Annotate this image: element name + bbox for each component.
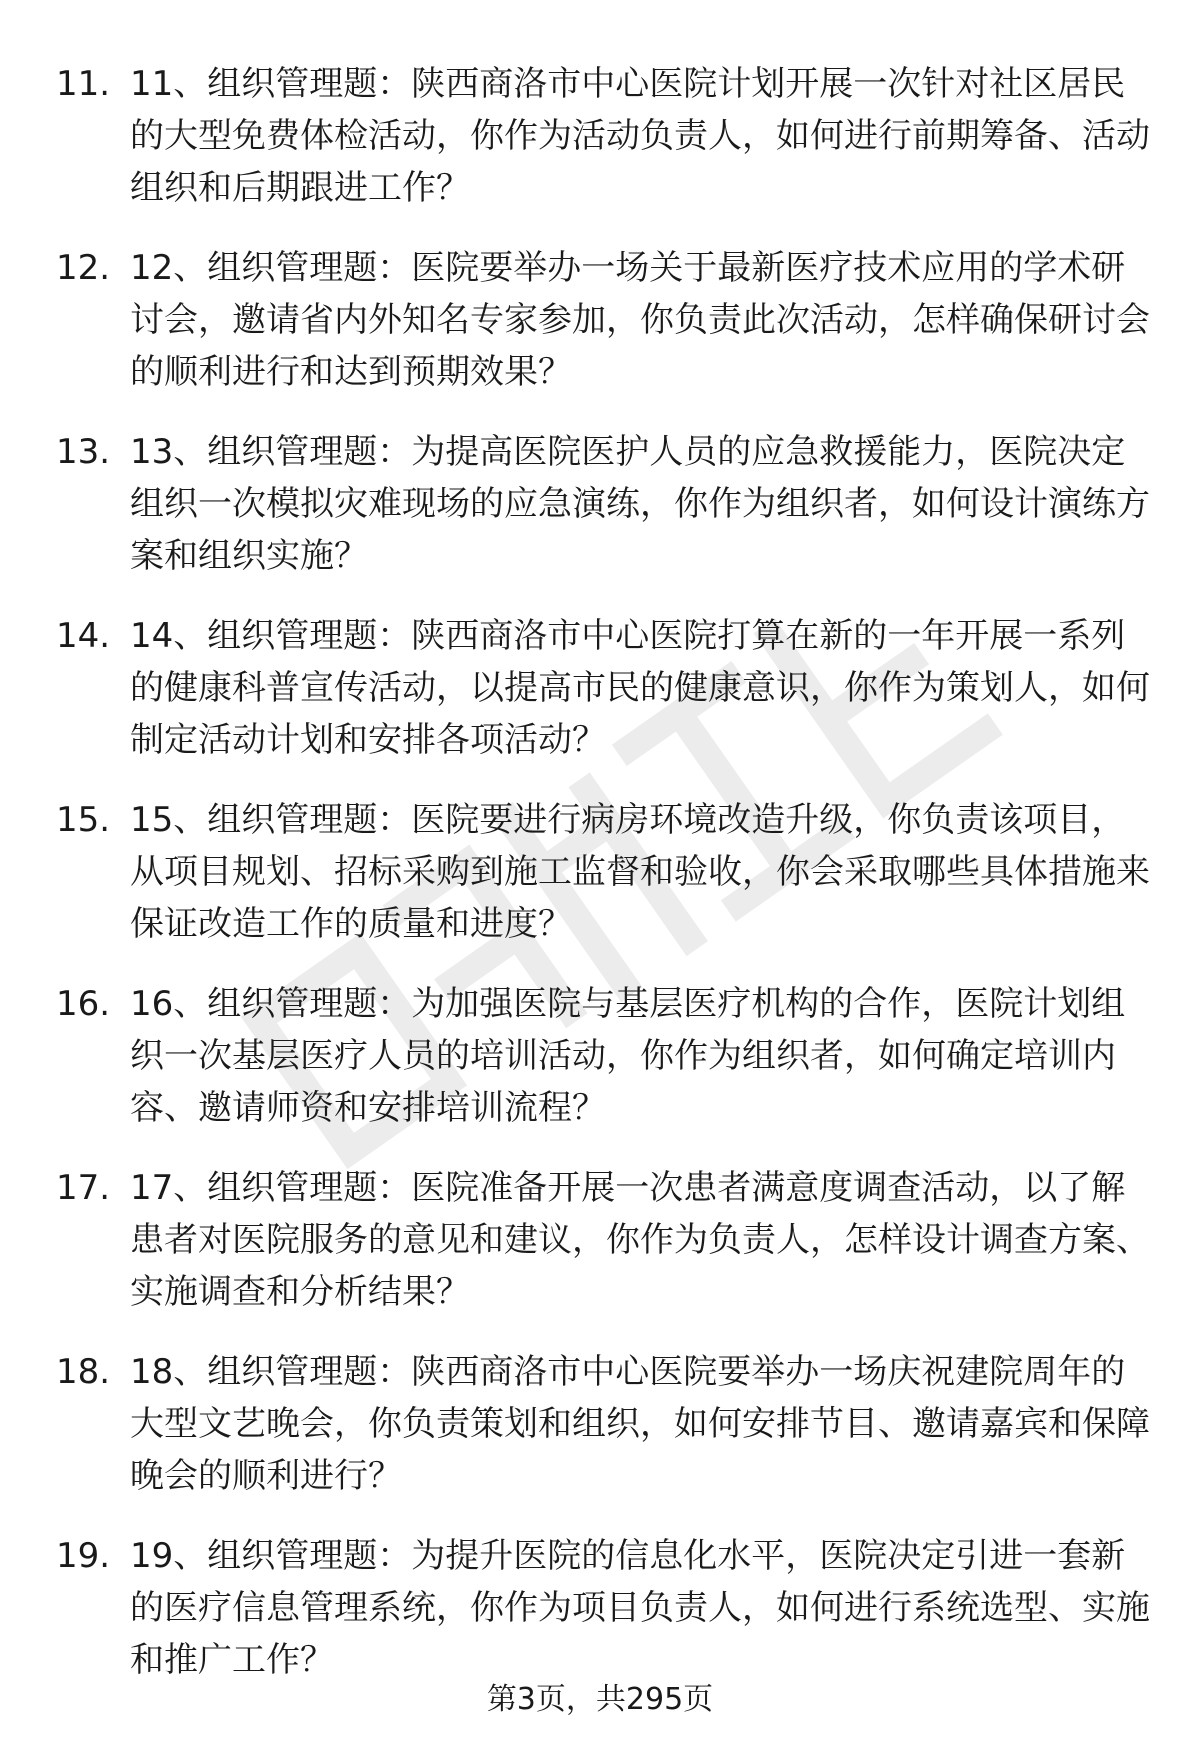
- question-item: [0, 794, 1200, 978]
- question-number: 11.: [56, 64, 111, 104]
- question-text: 19、组织管理题：为提升医院的信息化水平，医院决定引进一套新的医疗信息管理系统，你作为项目负责人，如何进行系统选型、实施和推广工作？: [130, 1536, 1150, 1680]
- question-number: 15.: [56, 800, 111, 840]
- question-number: 19.: [56, 1536, 111, 1576]
- question-item: [0, 58, 1200, 242]
- question-item: [0, 610, 1200, 794]
- question-number: 14.: [56, 616, 111, 656]
- page-footer: 第3页，共295页: [486, 1682, 714, 1717]
- question-number: 13.: [56, 432, 111, 472]
- question-text: 12、组织管理题：医院要举办一场关于最新医疗技术应用的学术研讨会，邀请省内外知名专家参加，你负责此次活动，怎样确保研讨会的顺利进行和达到预期效果？: [130, 248, 1150, 392]
- question-item: [0, 1346, 1200, 1530]
- question-text: 13、组织管理题：为提高医院医护人员的应急救援能力，医院决定组织一次模拟灾难现场的应急演练，你作为组织者，如何设计演练方案和组织实施？: [130, 432, 1150, 576]
- question-number: 17.: [56, 1168, 111, 1208]
- question-list: [0, 58, 1200, 1714]
- question-item: [0, 978, 1200, 1162]
- question-text: 16、组织管理题：为加强医院与基层医疗机构的合作，医院计划组织一次基层医疗人员的培训活动，你作为组织者，如何确定培训内容、邀请师资和安排培训流程？: [130, 984, 1126, 1128]
- question-text: 15、组织管理题：医院要进行病房环境改造升级，你负责该项目，从项目规划、招标采购到施工监督和验收，你会采取哪些具体措施来保证改造工作的质量和进度？: [130, 800, 1150, 944]
- question-item: [0, 1162, 1200, 1346]
- question-number: 16.: [56, 984, 111, 1024]
- question-item: [0, 242, 1200, 426]
- question-text: 14、组织管理题：陕西商洛市中心医院打算在新的一年开展一系列的健康科普宣传活动，以提高市民的健康意识，你作为策划人，如何制定活动计划和安排各项活动？: [130, 616, 1150, 760]
- question-number: 18.: [56, 1352, 111, 1392]
- question-text: 11、组织管理题：陕西商洛市中心医院计划开展一次针对社区居民的大型免费体检活动，你作为活动负责人，如何进行前期筹备、活动组织和后期跟进工作？: [130, 64, 1150, 208]
- question-text: 18、组织管理题：陕西商洛市中心医院要举办一场庆祝建院周年的大型文艺晚会，你负责策划和组织，如何安排节目、邀请嘉宾和保障晚会的顺利进行？: [130, 1352, 1150, 1496]
- question-number: 12.: [56, 248, 111, 288]
- question-text: 17、组织管理题：医院准备开展一次患者满意度调查活动，以了解患者对医院服务的意见和建议，你作为负责人，怎样设计调查方案、实施调查和分析结果？: [130, 1168, 1150, 1312]
- question-item: [0, 426, 1200, 610]
